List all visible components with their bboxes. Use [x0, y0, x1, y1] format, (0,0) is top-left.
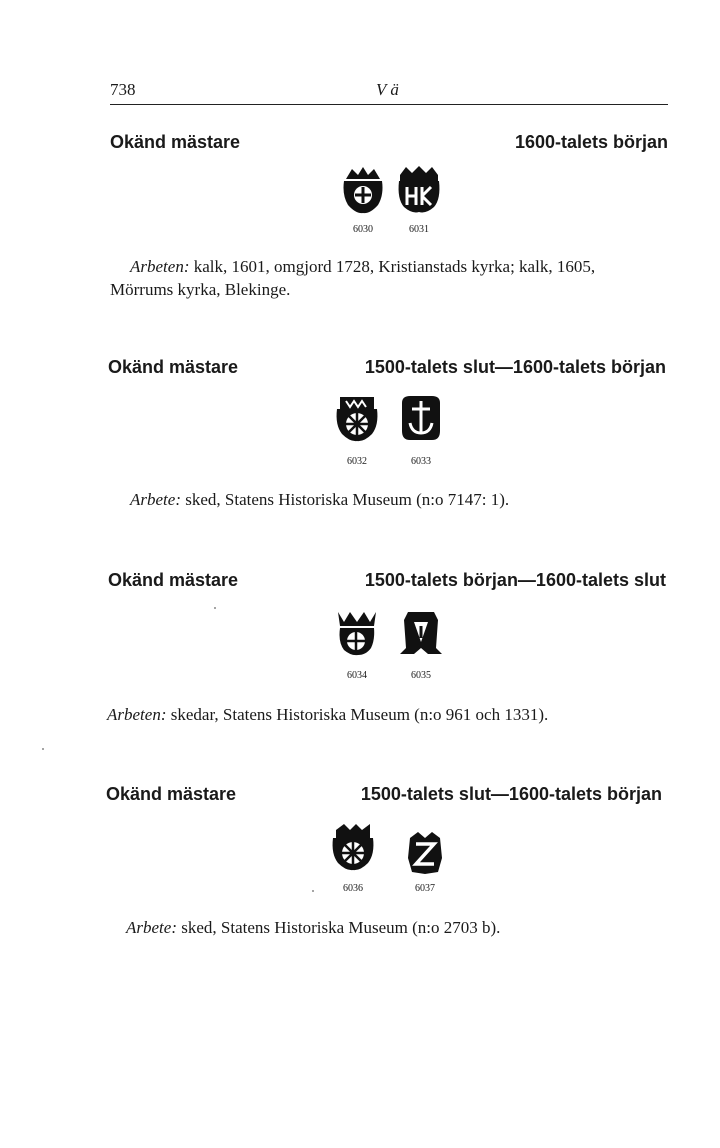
- print-speck: [312, 890, 314, 892]
- master-name: Okänd mästare: [108, 570, 239, 590]
- description: [107, 703, 548, 726]
- running-head: V ä: [376, 80, 399, 99]
- print-speck: [42, 748, 44, 750]
- mark-number: 6034: [347, 670, 367, 681]
- master-name: Okänd mästare: [106, 784, 237, 804]
- mark-number: 6030: [353, 224, 373, 235]
- description-text: sked, Statens Historiska Museum (n:o 2703 b).: [176, 918, 501, 937]
- description-label: Arbeten:: [130, 257, 190, 276]
- description-text: kalk, 1601, omgjord 1728, Kristianstads kyrka; kalk, 1605,: [189, 257, 596, 276]
- page-number: 738: [110, 80, 136, 99]
- mark-number: 6035: [411, 670, 431, 681]
- monogram-seal-mark-icon: [402, 828, 448, 878]
- mark-number: 6031: [409, 224, 429, 235]
- period: 1500-talets slut—1600-talets början: [364, 357, 666, 377]
- description: [126, 916, 500, 939]
- period: 1600-talets början: [514, 132, 668, 152]
- anchor-shield-mark-icon: [398, 393, 444, 443]
- mark-number: 6037: [415, 883, 435, 894]
- crowned-wheel-mark-icon: [334, 393, 380, 443]
- period: 1500-talets början—1600-talets slut: [364, 570, 666, 590]
- print-speck: [214, 607, 216, 609]
- master-name: Okänd mästare: [110, 132, 241, 152]
- mark-number: 6036: [343, 883, 363, 894]
- description-text-continued: Mörrums kyrka, Blekinge.: [110, 280, 291, 299]
- description-text: sked, Statens Historiska Museum (n:o 7147: 1).: [180, 490, 510, 509]
- mark-number: 6032: [347, 456, 367, 467]
- description: [110, 255, 595, 301]
- crowned-wheel-mark-icon: [334, 608, 380, 658]
- description-label: Arbete:: [126, 918, 177, 937]
- master-name: Okänd mästare: [108, 357, 239, 377]
- description: [130, 488, 509, 511]
- period: 1500-talets slut—1600-talets början: [360, 784, 662, 804]
- description-label: Arbeten:: [107, 705, 167, 724]
- figure-shield-mark-icon: [398, 608, 444, 658]
- crowned-wheel-mark-icon: [330, 822, 376, 872]
- mark-number: 6033: [411, 456, 431, 467]
- description-text: skedar, Statens Historiska Museum (n:o 961 och 1331).: [166, 705, 549, 724]
- description-label: Arbete:: [130, 490, 181, 509]
